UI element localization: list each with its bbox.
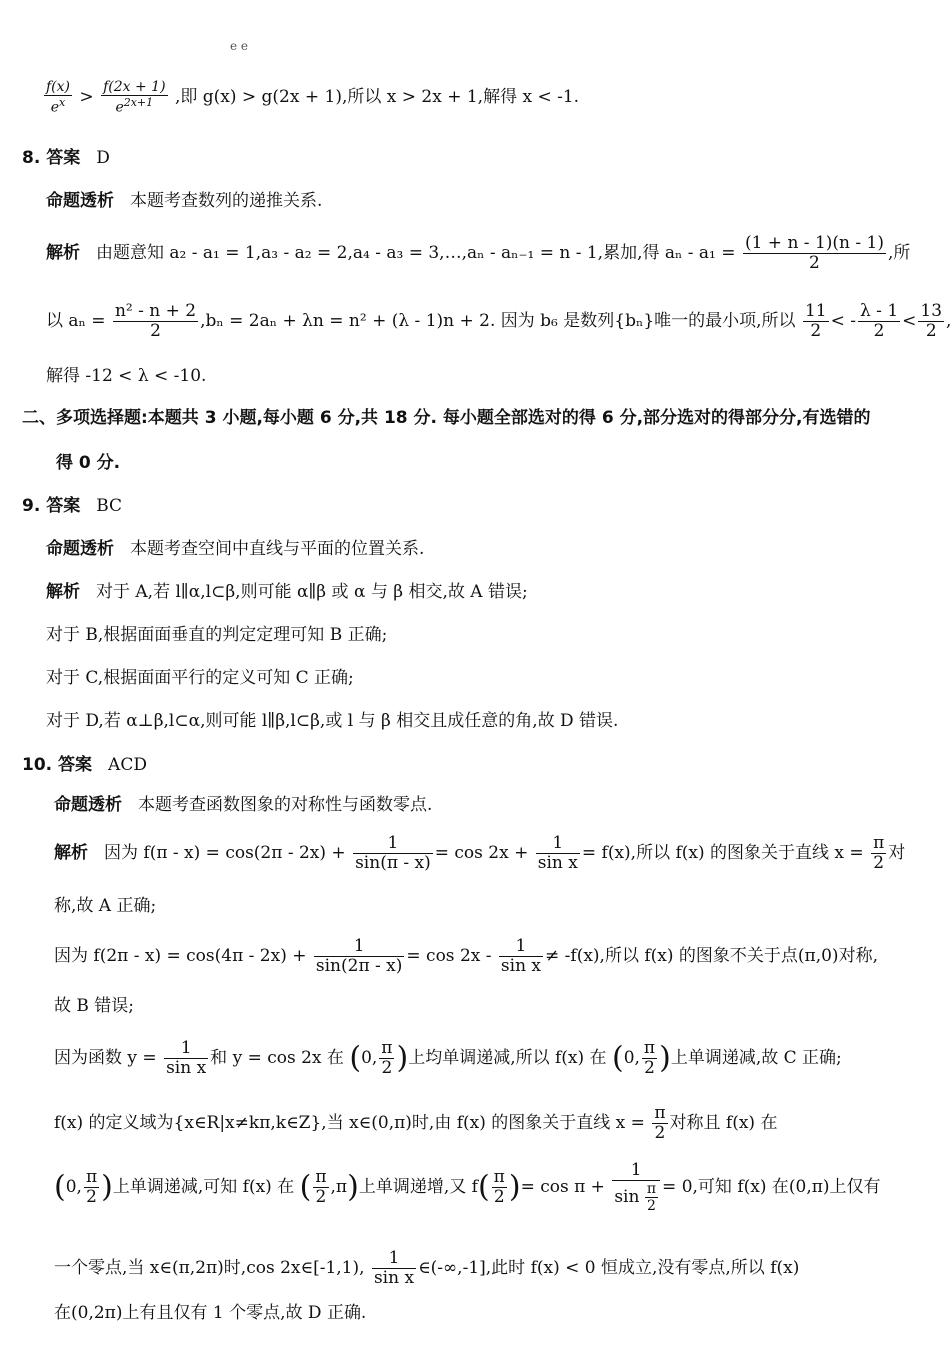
fraction: $\frac{f(x)}{e^x}$ xyxy=(46,79,71,116)
q8-solution-line-b: 以 aₙ = $\frac{\text{n² - n + 2}}{2}$ ,bₙ = 2aₙ + λn = n² + (λ - 1)n + 2. 因为 b₆ 是数列{bₙ}唯一的最小项,所以 $\frac{11}{2}$ < - $\frac{\lambda - 1}{2}$ < $\frac{13}{2}$ , xyxy=(46,301,951,341)
fraction: $\frac{\pi}{2}$ xyxy=(654,1103,666,1143)
q9-line-c: 对于 C,根据面面平行的定义可知 C 正确; xyxy=(46,668,354,688)
q10-line-h-2: ∈(-∞,-1],此时 f(x) < 0 恒成立,没有零点,所以 f(x) xyxy=(418,1258,800,1278)
q10-line-h xyxy=(54,1250,799,1287)
fraction: $\frac{\text{n² - n + 2}}{2}$ xyxy=(114,301,197,341)
top-fragment: e e xyxy=(230,39,249,53)
q10-line-g-2: 上单调递增,又 f xyxy=(358,1177,478,1197)
line-1-text: ,即 g(x) > g(2x + 1),所以 x > 2x + 1,解得 x < -1. xyxy=(174,86,580,107)
q10-line-i: 在(0,2π)上有且仅有 1 个零点,故 D 正确. xyxy=(54,1303,367,1323)
q10-number: 10. 答案 xyxy=(22,755,93,775)
q10-line-b: 称,故 A 正确; xyxy=(54,896,157,916)
fraction: $\frac{1}{\text{sin x}}$ xyxy=(373,1248,415,1288)
q10-analysis-label: 命题透析 xyxy=(54,795,122,815)
q9-solution-label: 解析 xyxy=(46,582,80,602)
fraction: $\frac{1}{\sin(\pi - x)}$ xyxy=(355,833,431,873)
q10-answer: ACD xyxy=(108,755,147,775)
q9-analysis-text: 本题考查空间中直线与平面的位置关系. xyxy=(130,539,425,559)
q10-line-g-4: = 0,可知 f(x) 在(0,π)上仅有 xyxy=(662,1177,881,1197)
fraction: $\frac{(1 + n - 1)(n - 1)}{2}$ xyxy=(744,233,884,273)
section-2-title-cont: 得 0 分. xyxy=(56,453,121,473)
q9-analysis-label: 命题透析 xyxy=(46,539,114,559)
fraction: $\frac{1}{\text{sin x}}$ xyxy=(166,1038,207,1078)
q10-solution-line-a xyxy=(54,835,905,872)
q8-answer: D xyxy=(96,148,110,168)
q10-line-a-1: 因为 f(π - x) = cos(2π - 2x) + xyxy=(104,843,346,863)
q8-solution-line-a xyxy=(46,235,910,272)
q10-line-e-2: 和 y = cos 2x 在 xyxy=(210,1048,344,1068)
q8-line-a: 由题意知 a₂ - a₁ = 1,a₃ - a₂ = 2,a₄ - a₃ = 3,…,aₙ - aₙ₋₁ = n - 1,累加,得 aₙ - a₁ = xyxy=(96,243,736,263)
q9-line-a: 对于 A,若 l∥α,l⊂β,则可能 α∥β 或 α 与 β 相交,故 A 错误; xyxy=(96,582,528,602)
q10-line-e-1: 因为函数 y = xyxy=(54,1048,157,1068)
q8-analysis-line xyxy=(46,193,322,210)
q8-solution-label: 解析 xyxy=(46,243,80,263)
fraction: $\frac{1}{\sin(2\pi - x)}$ xyxy=(315,936,403,976)
fraction: $\frac{\pi}{2}$ xyxy=(873,833,885,873)
q9-answer: BC xyxy=(96,496,123,516)
q8-line-a-tail: ,所 xyxy=(887,243,911,263)
q9-number: 9. 答案 xyxy=(22,496,81,516)
fraction: $\frac{f(2x + 1)}{e^{2x+1}}$ xyxy=(103,79,166,116)
q10-answer-line xyxy=(22,757,147,774)
fraction: $\frac{\lambda - 1}{2}$ xyxy=(860,301,899,341)
q10-line-e: 因为函数 y = $\frac{1}{\text{sin x}}$ 和 y = cos 2x 在 (0, $\frac{\pi}{2}$ )上均单调递减,所以 f(x) 在 (0, $\frac{\pi}{2}$ )上单调递减,故 C 正确; xyxy=(54,1038,842,1078)
fraction: $\frac{\pi}{2}$ xyxy=(85,1167,98,1207)
q8-number: 8. 答案 xyxy=(22,148,81,168)
q10-line-f xyxy=(54,1105,777,1142)
q10-line-g: (0, $\frac{\pi}{2}$ )上单调递减,可知 f(x) 在 ( $\frac{\pi}{2}$ ,π)上单调递增,又 f( $\frac{\pi}{2}$ )= cos π + 1 sin $\frac{\pi}{2}$ = 0,可知 f(x) 在(0,π)上仅有 xyxy=(54,1160,881,1214)
fraction: 1 sin $\frac{\pi}{2}$ xyxy=(612,1162,660,1213)
line-1: $\frac{f(x)}{e^x}$ > $\frac{f(2x + 1)}{e^{2x+1}}$ ,即 g(x) > g(2x + 1),所以 x > 2x + 1,解得 x < -1. xyxy=(46,79,580,116)
q10-line-e-3: 上均单调递减,所以 f(x) 在 xyxy=(408,1048,607,1068)
q10-line-c-3: ≠ -f(x),所以 f(x) 的图象不关于点(π,0)对称, xyxy=(545,946,878,966)
q10-line-g-1: 上单调递减,可知 f(x) 在 xyxy=(112,1177,295,1197)
q10-analysis-text: 本题考查函数图象的对称性与函数零点. xyxy=(138,795,433,815)
q10-line-h-1: 一个零点,当 x∈(π,2π)时,cos 2x∈[-1,1), xyxy=(54,1258,365,1278)
fraction: $\frac{1}{\text{sin x}}$ xyxy=(537,833,578,873)
fraction: $\frac{\pi}{2}$ xyxy=(315,1167,327,1207)
q10-line-c-1: 因为 f(2π - x) = cos(4π - 2x) + xyxy=(54,946,307,966)
q8-line-b-pre: 以 aₙ = xyxy=(46,311,106,331)
q8-analysis-text: 本题考查数列的递推关系. xyxy=(130,191,323,211)
q9-line-d: 对于 D,若 α⊥β,l⊂α,则可能 l∥β,l⊂β,或 l 与 β 相交且成任意的角,故 D 错误. xyxy=(46,711,619,731)
q10-line-g-3: = cos π + xyxy=(520,1177,605,1197)
q10-line-a-4: 对 xyxy=(888,843,906,863)
q10-line-e-4: 上单调递减,故 C 正确; xyxy=(670,1048,842,1068)
q8-answer-line xyxy=(22,150,110,167)
q8-solution-line-c: 解得 -12 < λ < -10. xyxy=(46,366,207,386)
q8-line-b-mid: ,bₙ = 2aₙ + λn = n² + (λ - 1)n + 2. 因为 b₆ 是数列{bₙ}唯一的最小项,所以 xyxy=(200,311,796,331)
q8-analysis-label: 命题透析 xyxy=(46,191,114,211)
q9-solution-line-a xyxy=(46,584,528,601)
q10-line-a-2: = cos 2x + xyxy=(434,843,529,863)
q10-line-a-3: = f(x),所以 f(x) 的图象关于直线 x = xyxy=(581,843,864,863)
q10-line-c-2: = cos 2x - xyxy=(406,946,492,966)
fraction: $\frac{1}{\text{sin x}}$ xyxy=(500,936,542,976)
q9-answer-line xyxy=(22,498,122,515)
q9-line-b: 对于 B,根据面面垂直的判定定理可知 B 正确; xyxy=(46,625,388,645)
section-2-title: 二、多项选择题:本题共 3 小题,每小题 6 分,共 18 分. 每小题全部选对的得 6 分,部分选对的得部分分,有选错的 xyxy=(22,408,871,428)
fraction: $\frac{\pi}{2}$ xyxy=(643,1038,656,1078)
fraction: $\frac{\pi}{2}$ xyxy=(381,1038,393,1078)
q10-line-d: 故 B 错误; xyxy=(54,996,135,1016)
fraction: $\frac{\pi}{2}$ xyxy=(493,1167,505,1207)
q10-line-c xyxy=(54,938,878,975)
q10-line-f-text: f(x) 的定义域为{x∈R|x≠kπ,k∈Z},当 x∈(0,π)时,由 f(x) 的图象关于直线 x = xyxy=(54,1113,645,1133)
q10-line-f-tail: 对称且 f(x) 在 xyxy=(669,1113,778,1133)
fraction: $\frac{11}{2}$ xyxy=(804,301,827,341)
fraction: $\frac{13}{2}$ xyxy=(920,301,943,341)
q9-analysis-line xyxy=(46,541,424,558)
q10-analysis-line xyxy=(54,797,432,814)
q10-solution-label: 解析 xyxy=(54,843,88,863)
